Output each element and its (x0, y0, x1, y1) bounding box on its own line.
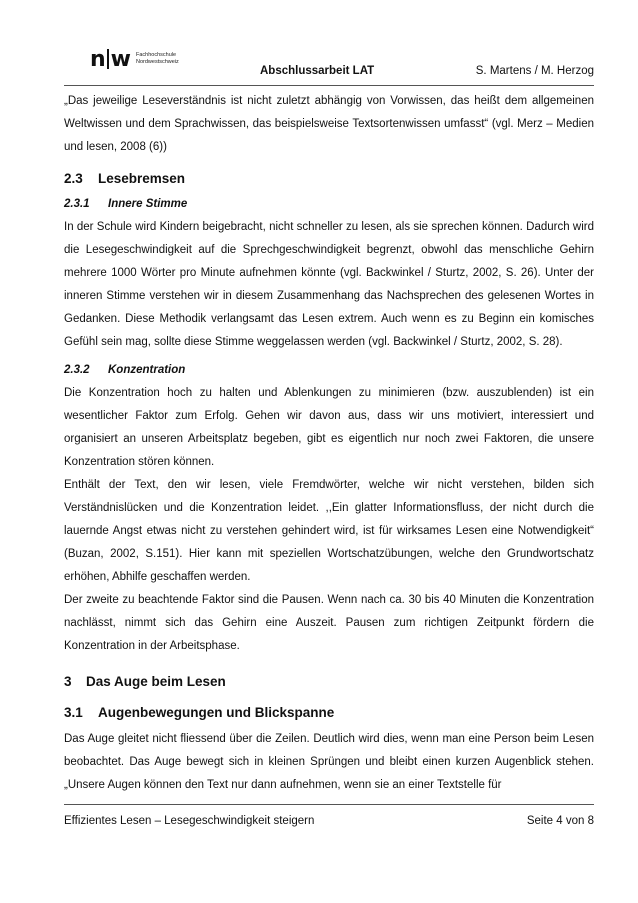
logo-line-2: Nordwestschweiz (136, 59, 179, 65)
footer-rule (64, 804, 594, 805)
heading-text: Konzentration (108, 364, 186, 376)
heading-text: Das Auge beim Lesen (86, 674, 226, 689)
header-authors: S. Martens / M. Herzog (475, 65, 594, 77)
paragraph-konzentration-1: Die Konzentration hoch zu halten und Ablenkungen zu minimieren (bzw. auszublenden) ist ein wesentlicher Faktor zum Erfolg. Gehen wir davon aus, dass wir uns motiviert, interessiert und organisiert an unseren Arbeitsplatz begeben, gibt es eigentlich nur noch zwei Faktoren, die unsere Konzentration stören können. (64, 387, 594, 468)
logo-mark: n w (90, 46, 130, 72)
logo-line-1: Fachhochschule (136, 52, 177, 58)
page-number: Seite 4 von 8 (526, 815, 594, 827)
fhnw-logo (90, 44, 179, 74)
intro-quote: „Das jeweilige Leseverständnis ist nicht zuletzt abhängig von Vorwissen, das heißt dem allgemeinen Weltwissen und dem Sprachwissen, das beispielsweise Textsortenwissen umfasst“ (vgl. Merz – Medien und lesen, 2008 (6)) (64, 95, 594, 153)
heading-text: Augenbewegungen und Blickspanne (98, 705, 335, 720)
heading-3 (64, 674, 594, 689)
heading-3-1 (64, 705, 594, 720)
heading-number: 2.3 (64, 171, 83, 186)
heading-number: 3.1 (64, 705, 83, 720)
header-rule (64, 85, 594, 86)
paragraph-innere-stimme: In der Schule wird Kindern beigebracht, nicht schneller zu lesen, als sie sprechen können. Dadurch wird die Lesegeschwindigkeit auf die Sprechgeschwindigkeit begrenzt, obwohl das menschliche Gehirn mehrere 1000 Wörter pro Minute aufnehmen könnte (vgl. Backwinkel / Sturtz, 2002, S. 26). Unter der inneren Stimme verstehen wir in diesem Zusammenhang das Nachsprechen des gelesenen Wortes in Gedanken. Diese Methodik verlangsamt das Lesen extrem. Auch wenn es zu Beginn ein komisches Gefühl sein mag, sollte diese Stimme weggelassen werden (vgl. Backwinkel / Sturtz, 2002, S. 28). (64, 221, 594, 348)
heading-2-3-2 (64, 364, 594, 376)
heading-text: Innere Stimme (108, 198, 188, 210)
heading-number: 2.3.1 (64, 198, 90, 210)
heading-number: 2.3.2 (64, 364, 90, 376)
logo-text (136, 52, 179, 66)
heading-number: 3 (64, 674, 72, 689)
paragraph-konzentration-3: Der zweite zu beachtende Faktor sind die Pausen. Wenn nach ca. 30 bis 40 Minuten die Konzentration nachlässt, nimmt sich das Gehirn eine Auszeit. Pausen zum richtigen Zeitpunkt fördern die Konzentration in der Arbeitsphase. (64, 594, 594, 652)
footer-title: Effizientes Lesen – Lesegeschwindigkeit steigern (64, 815, 315, 827)
paragraph-augenbewegungen: Das Auge gleitet nicht fliessend über die Zeilen. Deutlich wird dies, wenn man eine Person beim Lesen beobachtet. Das Auge bewegt sich in kleinen Sprüngen und bleibt einen kurzen Augenblick stehen. „Unsere Augen können den Text nur dann aufnehmen, wenn sie an einer Textstelle für (64, 733, 594, 791)
heading-text: Lesebremsen (98, 171, 186, 186)
heading-2-3 (64, 171, 594, 186)
main-content (64, 90, 594, 797)
paragraph-konzentration-2: Enthält der Text, den wir lesen, viele Fremdwörter, welche wir nicht verstehen, bilden sich Verständnislücken und die Konzentration leidet. ,,Ein glatter Informationsfluss, der nicht durch die lauernde Angst etwas nicht zu verstehen gehindert wird, ist für wirksames Lesen eine Notwendigkeit“ (Buzan, 2002, S.151). Hier kann mit speziellen Wortschatzübungen, welche den Grundwortschatz erhöhen, Abhilfe geschaffen werden. (64, 479, 594, 583)
header-title: Abschlussarbeit LAT (260, 65, 375, 77)
heading-2-3-1 (64, 198, 594, 210)
